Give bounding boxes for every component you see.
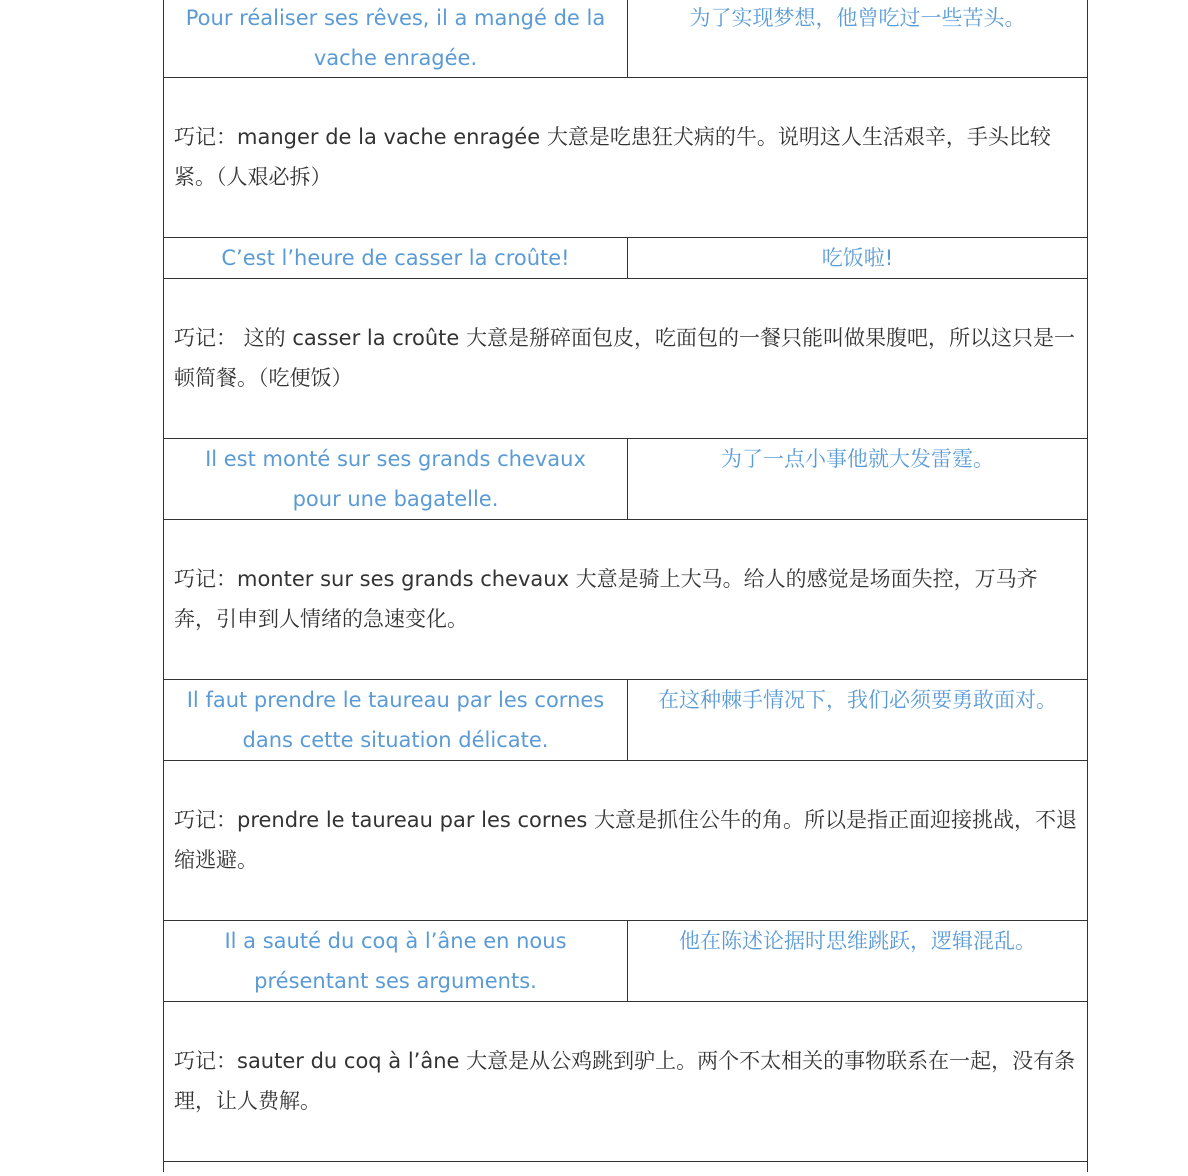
sentence-row xyxy=(164,921,1087,1002)
french-sentence: Il faut prendre le taureau par les cornes dans cette situation délicate. xyxy=(164,680,628,760)
memory-tip: 巧记： 这的 casser la croûte 大意是掰碎面包皮，吃面包的一餐只能叫做果腹吧，所以这只是一顿简餐。（吃便饭） xyxy=(164,279,1087,439)
idiom-block xyxy=(163,439,1088,680)
french-sentence: Pour réaliser ses rêves, il a mangé de la vache enragée. xyxy=(164,0,628,77)
chinese-translation: 为了实现梦想，他曾吃过一些苦头。 xyxy=(689,6,1026,30)
chinese-translation: 在这种棘手情况下，我们必须要勇敢面对。 xyxy=(658,688,1057,712)
chinese-translation: 吃饭啦! xyxy=(821,246,894,270)
memory-tip: 巧记：manger de la vache enragée 大意是吃患狂犬病的牛。说明这人生活艰辛，手头比较紧。（人艰必拆） xyxy=(164,78,1087,238)
chinese-translation: 他在陈述论据时思维跳跃，逻辑混乱。 xyxy=(679,929,1036,953)
french-sentence: Il est monté sur ses grands chevaux pour une bagatelle. xyxy=(164,439,628,519)
idiom-table xyxy=(163,0,1088,1172)
chinese-translation: 为了一点小事他就大发雷霆。 xyxy=(721,447,994,471)
sentence-row xyxy=(164,680,1087,761)
memory-tip: 巧记：monter sur ses grands chevaux 大意是骑上大马。给人的感觉是场面失控，万马齐奔，引申到人情绪的急速变化。 xyxy=(164,520,1087,680)
idiom-block xyxy=(163,680,1088,921)
sentence-row xyxy=(164,0,1087,78)
french-sentence: Il a sauté du coq à l’âne en nous présentant ses arguments. xyxy=(164,921,628,1001)
sentence-row xyxy=(164,238,1087,279)
idiom-block xyxy=(163,921,1088,1162)
sentence-row xyxy=(164,439,1087,520)
memory-tip: 巧记：sauter du coq à l’âne 大意是从公鸡跳到驴上。两个不太相关的事物联系在一起，没有条理，让人费解。 xyxy=(164,1002,1087,1162)
french-sentence: C’est l’heure de casser la croûte! xyxy=(164,238,628,278)
idiom-block xyxy=(163,238,1088,439)
idiom-block xyxy=(163,0,1088,238)
memory-tip: 巧记：prendre le taureau par les cornes 大意是抓住公牛的角。所以是指正面迎接挑战，不退缩逃避。 xyxy=(164,761,1087,921)
table-continuation xyxy=(163,1162,1088,1172)
